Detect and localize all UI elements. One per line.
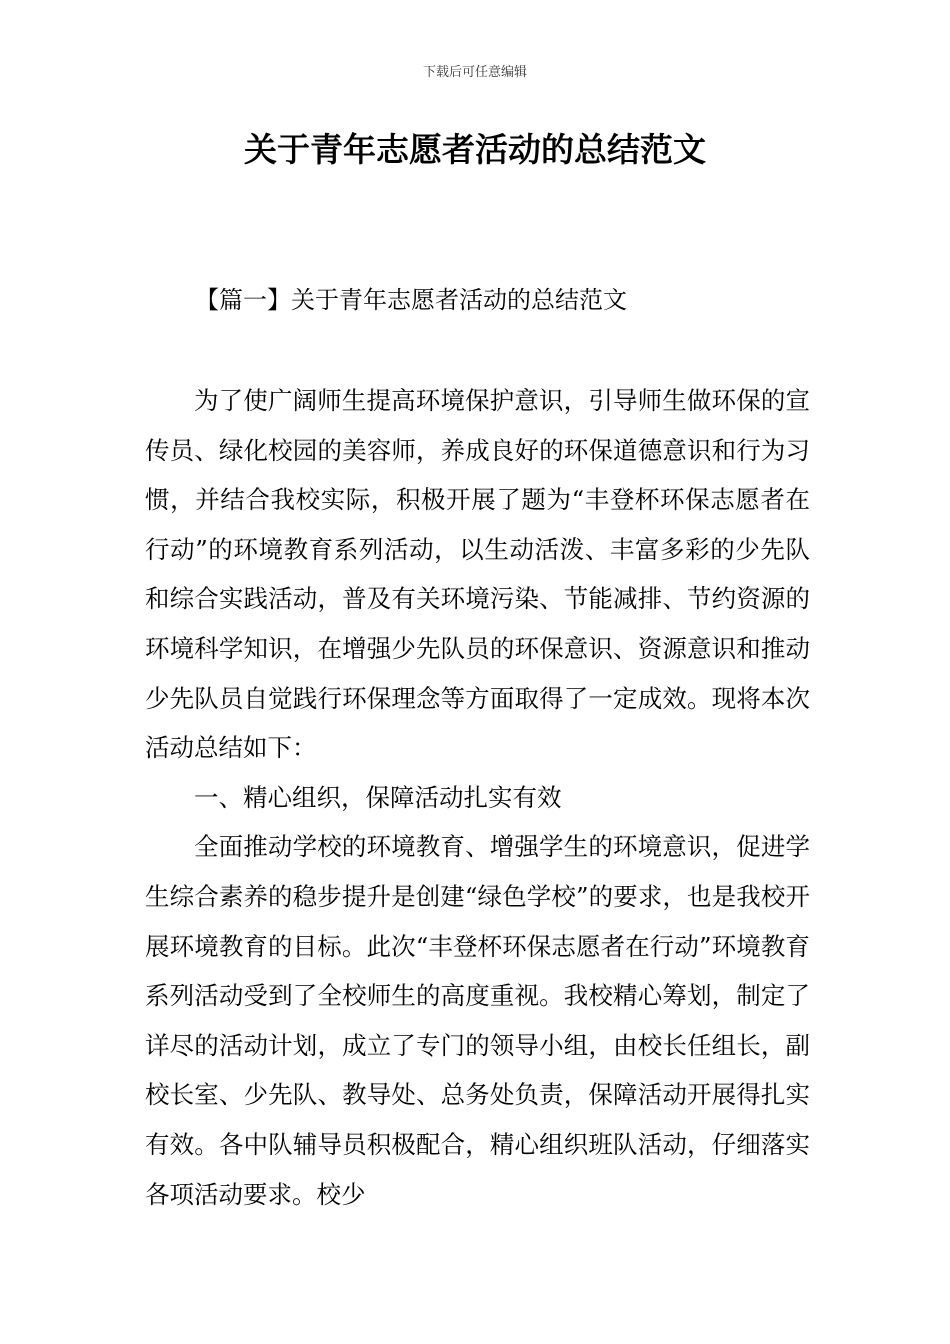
header-note: 下载后可任意编辑 <box>422 65 527 80</box>
body-text <box>145 376 810 1219</box>
section-heading: 【篇一】关于青年志愿者活动的总结范文 <box>195 286 627 314</box>
document-title: 关于青年志愿者活动的总结范文 <box>244 130 706 169</box>
paragraph-organization: 全面推动学校的环境教育、增强学生的环境意识，促进学生综合素养的稳步提升是创建“绿色学校”的要求，也是我校开展环境教育的目标。此次“丰登杯环保志愿者在行动”环境教育系列活动受到了全校师生的高度重视。我校精心筹划，制定了详尽的活动计划，成立了专门的领导小组，由校长任组长，副校长室、少先队、教导处、总务处负责，保障活动开展得扎实有效。各中队辅导员积极配合，精心组织班队活动，仔细落实各项活动要求。校少 <box>145 832 810 1209</box>
paragraph-intro: 为了使广阔师生提高环境保护意识，引导师生做环保的宣传员、绿化校园的美容师，养成良好的环保道德意识和行为习惯，并结合我校实际，积极开展了题为“丰登杯环保志愿者在行动”的环境教育系列活动，以生动活泼、丰富多彩的少先队和综合实践活动，普及有关环境污染、节能减排、节约资源的环境科学知识，在增强少先队员的环保意识、资源意识和推动少先队员自觉践行环保理念等方面取得了一定成效。现将本次活动总结如下： <box>145 386 810 763</box>
subheading-organization: 一、精心组织，保障活动扎实有效 <box>194 782 562 812</box>
